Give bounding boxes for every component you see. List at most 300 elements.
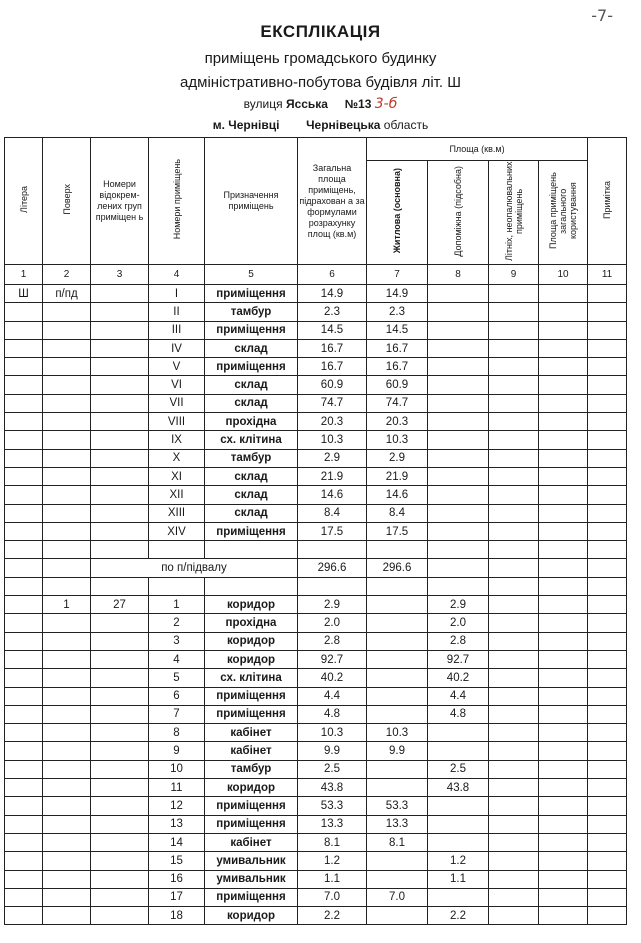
table-cell [539, 797, 588, 815]
table-cell [5, 559, 43, 577]
table-cell: приміщення [205, 321, 298, 339]
table-cell: 92.7 [298, 650, 367, 668]
table-cell: 1.1 [298, 870, 367, 888]
table-cell: коридор [205, 650, 298, 668]
table-cell: XIV [149, 522, 205, 540]
table-cell: склад [205, 376, 298, 394]
table-cell [428, 339, 489, 357]
table-cell: приміщення [205, 522, 298, 540]
table-cell [489, 559, 539, 577]
table-cell: умивальник [205, 852, 298, 870]
table-cell: 9 [149, 742, 205, 760]
table-cell [43, 833, 91, 851]
table-cell [588, 522, 627, 540]
table-cell [489, 486, 539, 504]
table-row [5, 522, 627, 540]
table-cell [43, 522, 91, 540]
table-cell [428, 815, 489, 833]
table-cell: 13 [149, 815, 205, 833]
table-cell [91, 504, 149, 522]
table-cell [91, 321, 149, 339]
table-cell [428, 833, 489, 851]
table-cell: 21.9 [367, 467, 428, 485]
col-note-header: Примітка [588, 138, 627, 265]
table-cell [489, 321, 539, 339]
table-row [5, 852, 627, 870]
table-cell [149, 577, 205, 595]
page-number: -7- [591, 6, 613, 25]
table-cell [539, 632, 588, 650]
table-cell [367, 705, 428, 723]
handwritten-number: 3-б [374, 96, 398, 112]
table-cell: XI [149, 467, 205, 485]
table-cell: 16.7 [367, 339, 428, 357]
table-cell: 14.6 [367, 486, 428, 504]
table-cell [489, 724, 539, 742]
table-cell: 8.4 [367, 504, 428, 522]
table-cell: 2.9 [298, 449, 367, 467]
table-cell [43, 760, 91, 778]
table-cell [489, 669, 539, 687]
table-cell [428, 577, 489, 595]
table-cell [5, 577, 43, 595]
table-cell [588, 724, 627, 742]
number-value: 13 [358, 97, 372, 111]
table-row [5, 394, 627, 412]
table-row [5, 833, 627, 851]
table-cell: п/пд [43, 285, 91, 303]
table-cell [91, 541, 149, 559]
table-cell [489, 742, 539, 760]
table-cell [91, 339, 149, 357]
table-cell [588, 504, 627, 522]
table-cell [489, 614, 539, 632]
table-cell [367, 614, 428, 632]
table-cell [489, 541, 539, 559]
table-cell: 40.2 [428, 669, 489, 687]
table-cell [43, 431, 91, 449]
table-cell: 27 [91, 596, 149, 614]
table-cell [588, 303, 627, 321]
table-cell [489, 779, 539, 797]
table-cell [588, 559, 627, 577]
table-cell [428, 559, 489, 577]
table-cell [539, 467, 588, 485]
street-line [0, 96, 641, 112]
table-cell [539, 394, 588, 412]
table-cell [489, 870, 539, 888]
table-cell [43, 358, 91, 376]
table-cell [43, 614, 91, 632]
col-common-header: Площа приміщень загального користування [539, 161, 588, 265]
table-cell [43, 394, 91, 412]
table-cell: 5 [149, 669, 205, 687]
table-cell [539, 413, 588, 431]
table-cell: II [149, 303, 205, 321]
table-cell [489, 394, 539, 412]
table-cell [43, 779, 91, 797]
table-cell [43, 742, 91, 760]
table-cell [91, 833, 149, 851]
table-cell [489, 376, 539, 394]
table-cell: 53.3 [298, 797, 367, 815]
table-row [5, 760, 627, 778]
table-cell: 2.9 [367, 449, 428, 467]
table-cell: 7.0 [367, 888, 428, 906]
table-cell: 2.5 [298, 760, 367, 778]
table-cell [5, 724, 43, 742]
table-cell [5, 705, 43, 723]
table-cell: IX [149, 431, 205, 449]
table-cell [91, 724, 149, 742]
table-cell [43, 888, 91, 906]
table-cell [367, 852, 428, 870]
column-number: 3 [91, 265, 149, 285]
table-row [5, 486, 627, 504]
table-cell [539, 852, 588, 870]
table-cell: 4 [149, 650, 205, 668]
table-cell [588, 760, 627, 778]
table-cell: 14 [149, 833, 205, 851]
table-cell [5, 852, 43, 870]
table-cell: 1.2 [428, 852, 489, 870]
table-cell [5, 760, 43, 778]
table-cell: коридор [205, 632, 298, 650]
table-cell: приміщення [205, 815, 298, 833]
region-name: Чернівецька [306, 118, 381, 132]
table-cell [5, 467, 43, 485]
table-cell: 10.3 [367, 724, 428, 742]
table-cell [489, 504, 539, 522]
table-cell [539, 724, 588, 742]
table-cell [367, 650, 428, 668]
subtotal-row [5, 559, 627, 577]
table-row [5, 614, 627, 632]
table-cell [588, 614, 627, 632]
document-title: ЕКСПЛІКАЦІЯ [260, 22, 381, 41]
table-body [5, 265, 627, 925]
table-cell: 17.5 [298, 522, 367, 540]
table-cell [489, 888, 539, 906]
table-cell [367, 632, 428, 650]
table-cell: склад [205, 394, 298, 412]
table-cell [539, 907, 588, 925]
table-cell [91, 577, 149, 595]
table-cell: кабінет [205, 742, 298, 760]
table-cell [428, 285, 489, 303]
subtotal-label: по п/підвалу [91, 559, 298, 577]
column-number: 11 [588, 265, 627, 285]
table-row [5, 431, 627, 449]
table-cell [588, 358, 627, 376]
table-cell [539, 760, 588, 778]
table-cell: 21.9 [298, 467, 367, 485]
table-cell [5, 870, 43, 888]
table-cell [489, 907, 539, 925]
table-cell: 4.4 [298, 687, 367, 705]
table-cell [91, 705, 149, 723]
table-cell [5, 394, 43, 412]
table-cell [588, 797, 627, 815]
table-cell: 16 [149, 870, 205, 888]
table-cell [588, 852, 627, 870]
table-cell [5, 413, 43, 431]
table-cell [539, 815, 588, 833]
table-cell [588, 650, 627, 668]
table-row [5, 504, 627, 522]
table-cell [588, 449, 627, 467]
table-cell: 20.3 [367, 413, 428, 431]
column-number: 8 [428, 265, 489, 285]
table-cell [5, 596, 43, 614]
table-cell [489, 705, 539, 723]
table-cell [91, 467, 149, 485]
table-cell [539, 779, 588, 797]
table-row [5, 321, 627, 339]
column-number: 6 [298, 265, 367, 285]
table-cell: 2.0 [298, 614, 367, 632]
table-cell: 10 [149, 760, 205, 778]
table-cell: 8.1 [367, 833, 428, 851]
column-number-row [5, 265, 627, 285]
table-cell [539, 522, 588, 540]
table-cell [489, 852, 539, 870]
table-cell [428, 486, 489, 504]
table-cell [91, 888, 149, 906]
table-cell [588, 541, 627, 559]
table-row [5, 413, 627, 431]
table-cell [588, 632, 627, 650]
table-cell [428, 522, 489, 540]
table-cell [43, 559, 91, 577]
table-cell [205, 541, 298, 559]
table-cell [91, 742, 149, 760]
table-cell [5, 486, 43, 504]
col-living-header: Житлова (основна) [367, 161, 428, 265]
table-cell [91, 486, 149, 504]
table-cell: 10.3 [367, 431, 428, 449]
table-cell [428, 376, 489, 394]
table-cell [367, 577, 428, 595]
table-cell [367, 907, 428, 925]
col-litera-header: Літера [5, 138, 43, 265]
table-cell: 92.7 [428, 650, 489, 668]
table-cell [588, 907, 627, 925]
table-cell [539, 285, 588, 303]
table-cell [428, 303, 489, 321]
table-cell [539, 559, 588, 577]
table-cell: 6 [149, 687, 205, 705]
table-cell: VII [149, 394, 205, 412]
table-cell: 3 [149, 632, 205, 650]
table-cell [489, 303, 539, 321]
table-cell [91, 815, 149, 833]
table-cell: 12 [149, 797, 205, 815]
table-cell [367, 687, 428, 705]
region-suffix: область [383, 118, 429, 132]
table-cell [588, 669, 627, 687]
table-cell [489, 815, 539, 833]
table-cell: 9.9 [367, 742, 428, 760]
table-cell: склад [205, 467, 298, 485]
document-subtitle: приміщень громадського будинку [204, 50, 437, 67]
table-cell [91, 285, 149, 303]
table-cell: 17 [149, 888, 205, 906]
table-cell [91, 852, 149, 870]
table-cell [43, 870, 91, 888]
explication-table [4, 137, 627, 925]
table-cell [489, 413, 539, 431]
table-cell: приміщення [205, 888, 298, 906]
table-cell [298, 541, 367, 559]
table-cell [43, 486, 91, 504]
table-cell: приміщення [205, 285, 298, 303]
table-cell [43, 632, 91, 650]
table-cell: VI [149, 376, 205, 394]
table-cell: IV [149, 339, 205, 357]
col-groups-header: Номери відокрем-лених груп приміщен ь [91, 138, 149, 265]
table-cell [539, 687, 588, 705]
table-row [5, 669, 627, 687]
table-cell [489, 797, 539, 815]
table-cell [5, 358, 43, 376]
table-cell [539, 742, 588, 760]
table-cell [43, 687, 91, 705]
table-row [5, 815, 627, 833]
table-cell: тамбур [205, 760, 298, 778]
table-cell [539, 303, 588, 321]
table-cell [539, 541, 588, 559]
table-cell: 14.9 [298, 285, 367, 303]
table-cell: 43.8 [428, 779, 489, 797]
table-cell: 2.5 [428, 760, 489, 778]
table-cell [539, 833, 588, 851]
table-cell: 8 [149, 724, 205, 742]
table-cell [5, 632, 43, 650]
table-cell [588, 285, 627, 303]
table-cell [539, 339, 588, 357]
table-cell [588, 413, 627, 431]
table-cell [428, 541, 489, 559]
table-cell: V [149, 358, 205, 376]
table-cell: 74.7 [367, 394, 428, 412]
table-cell [367, 541, 428, 559]
table-cell [5, 815, 43, 833]
table-cell [91, 669, 149, 687]
table-cell [367, 760, 428, 778]
table-cell: 8.1 [298, 833, 367, 851]
table-cell [5, 669, 43, 687]
table-cell [5, 541, 43, 559]
table-cell: 14.5 [367, 321, 428, 339]
table-cell [5, 907, 43, 925]
table-cell [489, 760, 539, 778]
table-cell: 2.9 [428, 596, 489, 614]
table-cell: 13.3 [367, 815, 428, 833]
table-row [5, 358, 627, 376]
table-cell [149, 541, 205, 559]
table-cell [91, 760, 149, 778]
subtotal-living: 296.6 [367, 559, 428, 577]
column-number: 4 [149, 265, 205, 285]
table-cell: 13.3 [298, 815, 367, 833]
table-cell [489, 577, 539, 595]
table-cell: 2.2 [428, 907, 489, 925]
table-cell [205, 577, 298, 595]
table-cell: X [149, 449, 205, 467]
table-row [5, 376, 627, 394]
table-cell [489, 467, 539, 485]
table-cell: прохідна [205, 413, 298, 431]
table-cell: 40.2 [298, 669, 367, 687]
table-cell [5, 742, 43, 760]
table-cell [539, 596, 588, 614]
table-cell: 10.3 [298, 431, 367, 449]
table-cell: тамбур [205, 303, 298, 321]
table-row [5, 650, 627, 668]
table-cell [489, 522, 539, 540]
table-cell [489, 596, 539, 614]
table-cell: 14.9 [367, 285, 428, 303]
col-room-numbers-header: Номери приміщень [149, 138, 205, 265]
table-cell [91, 797, 149, 815]
table-cell: склад [205, 504, 298, 522]
table-cell [5, 321, 43, 339]
table-cell: 18 [149, 907, 205, 925]
table-cell [91, 449, 149, 467]
table-row [5, 339, 627, 357]
column-number: 2 [43, 265, 91, 285]
table-cell [43, 467, 91, 485]
column-number: 1 [5, 265, 43, 285]
table-cell [489, 339, 539, 357]
table-cell: 2.8 [428, 632, 489, 650]
table-cell [91, 303, 149, 321]
table-cell [91, 614, 149, 632]
table-cell [91, 650, 149, 668]
table-cell [5, 339, 43, 357]
table-cell: склад [205, 339, 298, 357]
table-row [5, 577, 627, 595]
table-row [5, 303, 627, 321]
table-cell [43, 541, 91, 559]
table-cell: 7.0 [298, 888, 367, 906]
street-name: Ясська [285, 97, 328, 111]
table-cell: 53.3 [367, 797, 428, 815]
area-group-header: Площа (кв.м) [367, 138, 588, 161]
table-cell [91, 779, 149, 797]
table-cell: 7 [149, 705, 205, 723]
table-cell: 2.2 [298, 907, 367, 925]
table-cell [539, 705, 588, 723]
table-cell: 15 [149, 852, 205, 870]
table-cell [588, 339, 627, 357]
table-cell [91, 687, 149, 705]
table-cell [5, 888, 43, 906]
table-cell [91, 431, 149, 449]
table-cell [428, 431, 489, 449]
table-cell [588, 705, 627, 723]
table-cell [43, 504, 91, 522]
table-cell [43, 577, 91, 595]
table-row [5, 541, 627, 559]
table-cell [539, 870, 588, 888]
table-cell [588, 833, 627, 851]
col-summer-header: Літніх, неопалювальних приміщень [489, 161, 539, 265]
table-cell [588, 394, 627, 412]
table-row [5, 742, 627, 760]
table-cell [91, 522, 149, 540]
